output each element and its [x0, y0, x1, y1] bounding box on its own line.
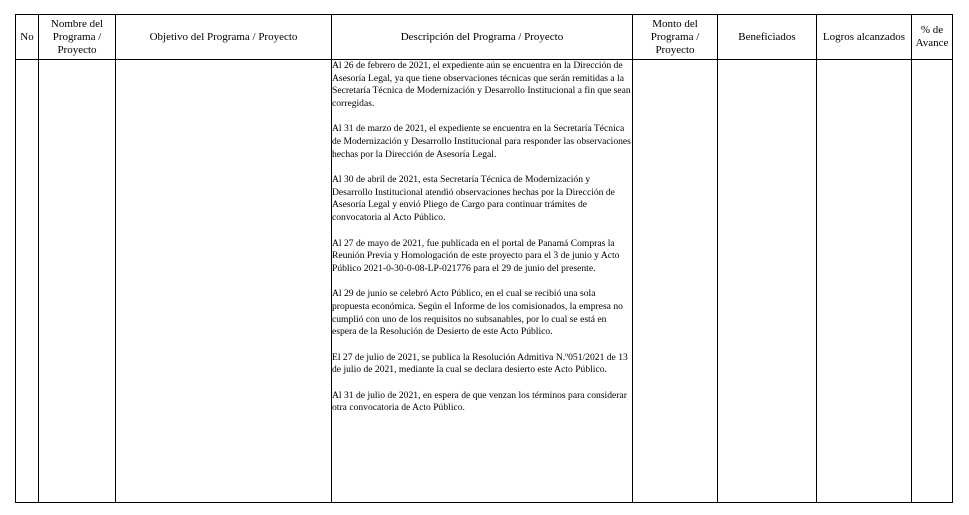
- header-row: [16, 15, 953, 60]
- descripcion-paragraph-1: Al 26 de febrero de 2021, el expediente aún se encuentra en la Dirección de Asesoría Legal, ya que tiene observaciones técnicas que serán remitidas a la Secretaría Técnica de Modernización y Desarrollo Institucional a fin que sean corregidas.: [332, 60, 631, 109]
- cell-objetivo: [116, 60, 332, 503]
- header-no: No: [16, 15, 39, 60]
- header-descripcion: Descripción del Programa / Proyecto: [332, 15, 633, 60]
- header-beneficiados: Beneficiados: [718, 15, 817, 60]
- table-row: [16, 60, 953, 503]
- header-objetivo: Objetivo del Programa / Proyecto: [116, 15, 332, 60]
- cell-no: [16, 60, 39, 503]
- cell-monto: [633, 60, 718, 503]
- cell-nombre: [39, 60, 116, 503]
- cell-logros: [817, 60, 912, 503]
- descripcion-paragraph-4: Al 27 de mayo de 2021, fue publicada en el portal de Panamá Compras la Reunión Previa y Homologación de este proyecto para el 3 de junio y Acto Público 2021-0-30-0-08-LP-021776 para el 29 de junio del presente.: [332, 237, 620, 274]
- descripcion-paragraph-2: Al 31 de marzo de 2021, el expediente se encuentra en la Secretaría Técnica de Modernización y Desarrollo Institucional para responder las observaciones hechas por la Dirección de Asesoría Legal.: [332, 123, 631, 160]
- header-avance: % de Avance: [912, 15, 953, 60]
- cell-beneficiados: [718, 60, 817, 503]
- header-logros: Logros alcanzados: [817, 15, 912, 60]
- descripcion-paragraph-6: El 27 de julio de 2021, se publica la Resolución Admitiva N.º051/2021 de 13 de julio de 2021, mediante la cual se declara desierto este Acto Público.: [332, 351, 628, 376]
- descripcion-paragraph-7: Al 31 de julio de 2021, en espera de que venzan los términos para considerar otra convocatoria de Acto Público.: [332, 389, 627, 414]
- header-nombre: Nombre del Programa / Proyecto: [39, 15, 116, 60]
- cell-descripcion: [332, 60, 633, 503]
- descripcion-paragraph-3: Al 30 de abril de 2021, esta Secretaría Técnica de Modernización y Desarrollo Institucional atendió observaciones hechas por la Dirección de Asesoría Legal y envió Pliego de Cargo para continuar trámites de convocatoria al Acto Público.: [332, 174, 615, 223]
- descripcion-paragraph-5: Al 29 de junio se celebró Acto Público, en el cual se recibió una sola propuesta económica. Según el Informe de los comisionados, la empresa no cumplió con uno de los requisitos no subsanables, por lo cual se está en espera de la Resolución de Desierto de este Acto Público.: [332, 288, 623, 338]
- cell-avance: [912, 60, 953, 503]
- program-table: [15, 14, 953, 503]
- header-monto: Monto del Programa / Proyecto: [633, 15, 718, 60]
